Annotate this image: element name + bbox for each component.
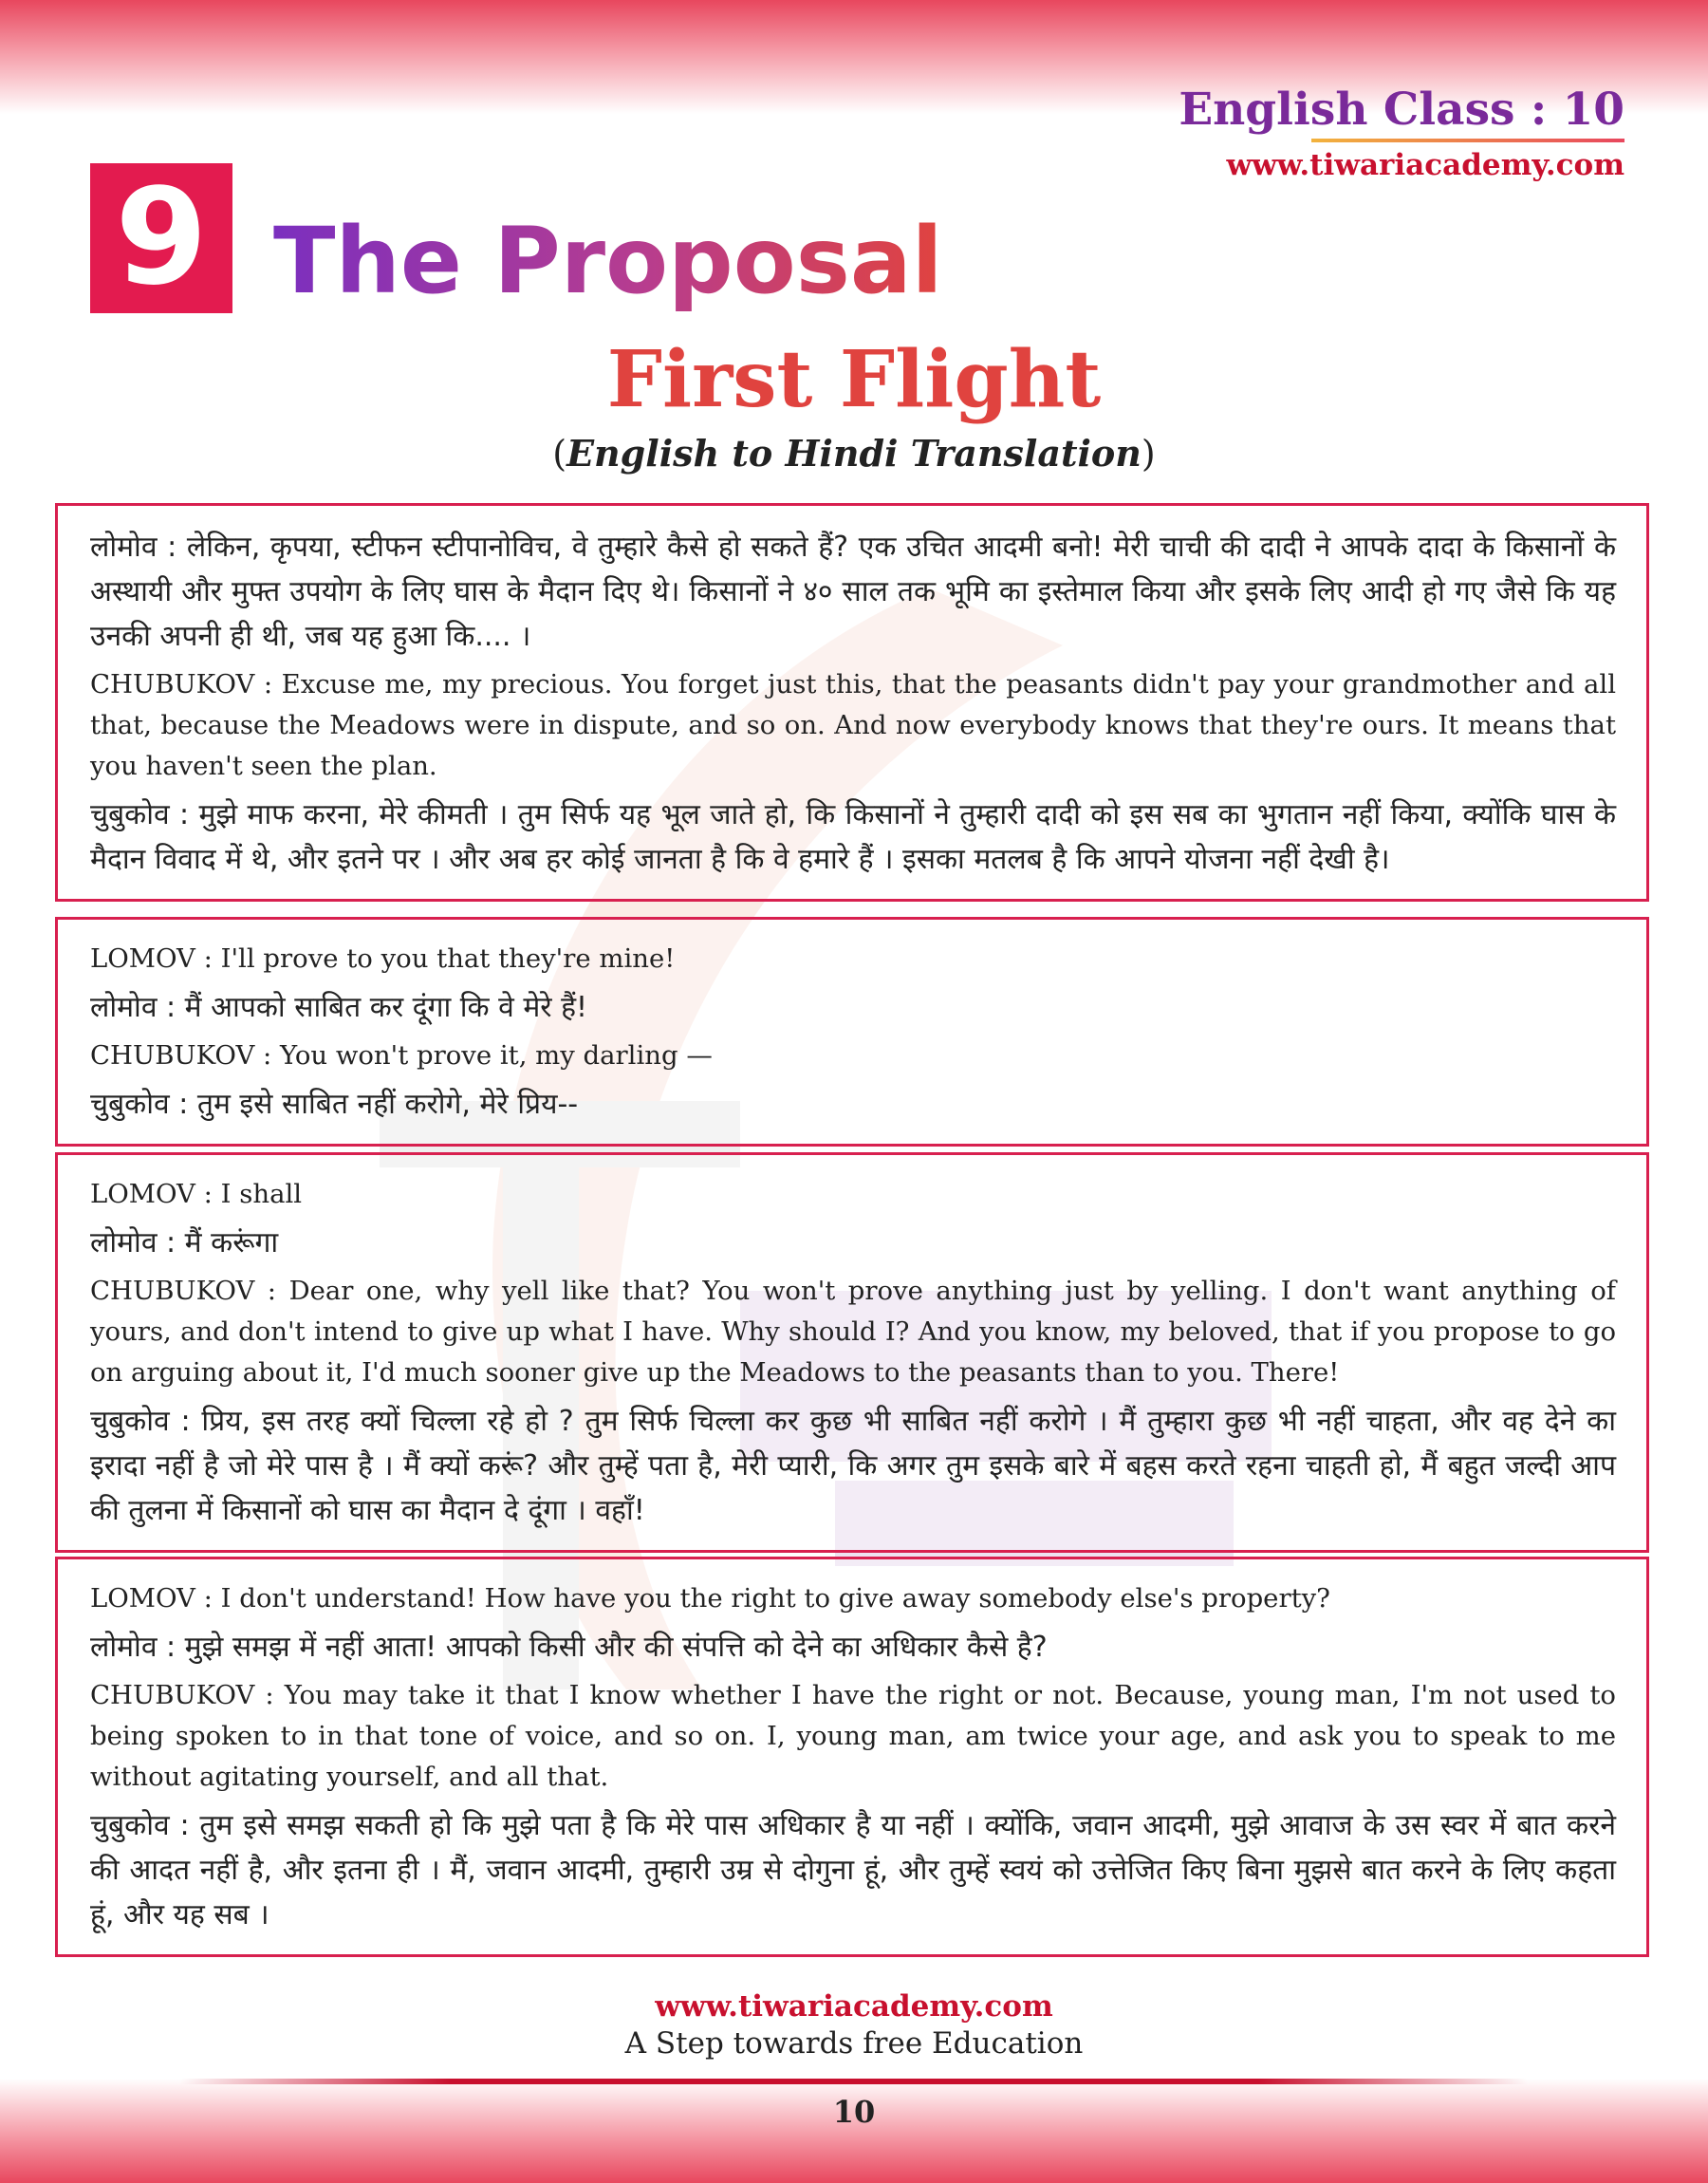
paren-close: ): [1141, 433, 1156, 475]
hindi-paragraph: लोमोव : लेकिन, कृपया, स्टीफन स्टीपानोविच, वे तुम्हारे कैसे हो सकते हैं? एक उचित आदमी बनो! मेरी चाची की दादी ने आपके दादा के किसानों के अस्थायी और मुफ्त उपयोग के लिए घास के मैदान दिए थे। किसानों ने ४० साल तक भूमि का इस्तेमाल किया और इसके लिए आदी हो गए जैसे कि यह उनकी अपनी ही थी, जब यह हुआ कि.... ।: [90, 531, 1616, 653]
dialogue-card-4: [55, 1557, 1649, 1957]
english-paragraph: LOMOV : I don't understand! How have you the right to give away somebody else's property?: [90, 1583, 1330, 1614]
english-paragraph: LOMOV : I shall: [90, 1179, 303, 1209]
translation-note-text: English to Hindi Translation: [566, 432, 1142, 475]
footer-tagline: A Step towards free Education: [624, 2026, 1084, 2061]
hindi-paragraph: चुबुकोव : तुम इसे साबित नहीं करोगे, मेरे प्रिय--: [90, 1088, 579, 1121]
translation-note: [0, 432, 1708, 475]
dialogue-card-3: [55, 1152, 1649, 1553]
hindi-paragraph: चुबुकोव : प्रिय, इस तरह क्यों चिल्ला रहे हो ? तुम सिर्फ चिल्ला कर कुछ भी साबित नहीं करोगे । मैं तुम्हारा कुछ भी नहीं चाहता, और वह देने का इरादा नहीं है जो मेरे पास है । मैं क्यों करूं? और तुम्हें पता है, मेरी प्यारी, कि अगर तुम इसके बारे में बहस करते रहना चाहती हो, मैं बहुत जल्दी आप की तुलना में किसानों को घास का मैदान दे दूंगा । वहाँ!: [90, 1405, 1616, 1527]
hindi-paragraph: लोमोव : मैं आपको साबित कर दूंगा कि वे मेरे हैं!: [90, 991, 588, 1024]
hindi-paragraph: चुबुकोव : मुझे माफ करना, मेरे कीमती । तुम सिर्फ यह भूल जाते हो, कि किसानों ने तुम्हारी दादी को इस सब का भुगतान नहीं किया, क्योंकि घास के मैदान विवाद में थे, और इतने पर । और अब हर कोई जानता है कि वे हमारे हैं । इसका मतलब है कि आपने योजना नहीं देखी है।: [90, 798, 1616, 876]
footer-url[interactable]: www.tiwariacademy.com: [655, 1989, 1053, 2024]
brand-header: [1179, 84, 1624, 182]
brand-title: English Class : 10: [1179, 84, 1624, 136]
hindi-paragraph: लोमोव : मैं करूंगा: [90, 1226, 279, 1259]
chapter-title: The Proposal: [273, 208, 943, 314]
english-paragraph: CHUBUKOV : You won't prove it, my darling —: [90, 1040, 713, 1071]
english-paragraph: CHUBUKOV : You may take it that I know whether I have the right or not. Because, young man, I'm not used to being spoken to in that tone of voice, and so on. I, young man, am twice your age, and ask you to speak to me without agitating yourself, and all that.: [90, 1680, 1616, 1792]
hindi-paragraph: चुबुकोव : तुम इसे समझ सकती हो कि मुझे पता है कि मेरे पास अधिकार है या नहीं । क्योंकि, जवान आदमी, मुझे आवाज के उस स्वर में बात करने की आदत नहीं है, और इतना ही । मैं, जवान आदमी, तुम्हारी उम्र से दोगुना हूं, और तुम्हें स्वयं को उत्तेजित किए बिना मुझसे बात करने के लिए कहता हूं, और यह सब ।: [90, 1809, 1616, 1931]
dialogue-card-2: [55, 917, 1649, 1147]
chapter-number-badge: 9: [90, 163, 232, 313]
footer-divider: [180, 2079, 1528, 2084]
english-paragraph: LOMOV : I'll prove to you that they're mine!: [90, 943, 676, 974]
brand-url[interactable]: www.tiwariacademy.com: [1226, 148, 1624, 182]
dialogue-card-1: [55, 503, 1649, 902]
brand-underline: [1311, 139, 1624, 142]
english-paragraph: CHUBUKOV : Excuse me, my precious. You forget just this, that the peasants didn't pay your grandmother and all that, because the Meadows were in dispute, and so on. And now everybody knows that they're ours. It means that you haven't seen the plan.: [90, 669, 1616, 781]
hindi-paragraph: लोमोव : मुझे समझ में नहीं आता! आपको किसी और की संपत्ति को देने का अधिकार कैसे है?: [90, 1631, 1048, 1664]
paren-open: (: [552, 433, 567, 475]
english-paragraph: CHUBUKOV : Dear one, why yell like that? You won't prove anything just by yelling. I don't want anything of yours, and don't intend to give up what I have. Why should I? And you know, my beloved, that if you propose to go on arguing about it, I'd much sooner give up the Meadows to the peasants than to you. There!: [90, 1276, 1616, 1388]
book-title: First Flight: [606, 334, 1102, 425]
page-number: 10: [832, 2094, 876, 2130]
